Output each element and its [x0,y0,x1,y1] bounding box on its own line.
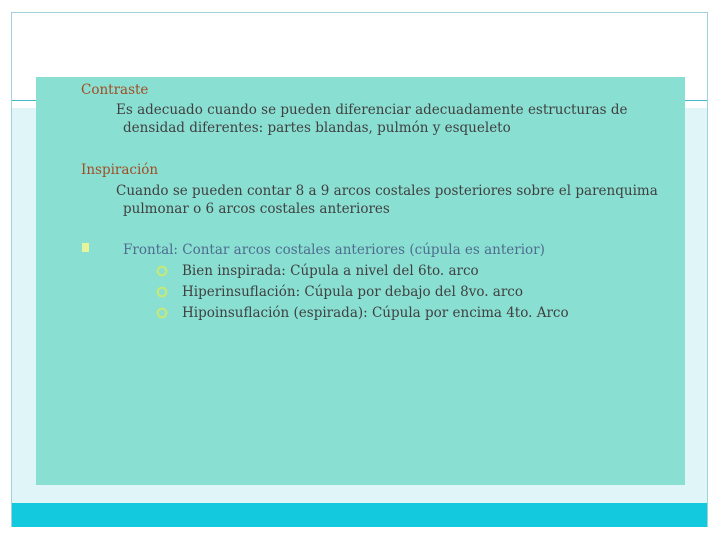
frontal-label: Frontal: [123,242,178,258]
inspiracion-text-line1: Cuando se pueden contar 8 a 9 arcos costales posteriores sobre el parenquima [116,183,658,199]
ring-bullet-icon [156,307,168,319]
frontal-item: Hiperinsuflación: Cúpula por debajo del 8vo. arco [182,284,523,300]
frontal-text: Contar arcos costales anteriores (cúpula es anterior) [182,242,545,258]
inspiracion-heading: Inspiración [81,162,159,178]
ring-bullet-icon [156,265,168,277]
content-box [36,77,685,485]
footer-bar [12,503,707,527]
frontal-item: Bien inspirada: Cúpula a nivel del 6to. arco [182,263,479,279]
square-bullet-icon [82,243,89,252]
frontal-item: Hipoinsuflación (espirada): Cúpula por encima 4to. Arco [182,305,569,321]
frontal-line [123,241,545,259]
contraste-text-line2: densidad diferentes: partes blandas, pulmón y esqueleto [123,120,511,136]
contraste-heading: Contraste [81,82,149,98]
ring-bullet-icon [156,286,168,298]
inspiracion-text-line2: pulmonar o 6 arcos costales anteriores [123,201,390,217]
contraste-text-line1: Es adecuado cuando se pueden diferenciar adecuadamente estructuras de [116,102,628,118]
